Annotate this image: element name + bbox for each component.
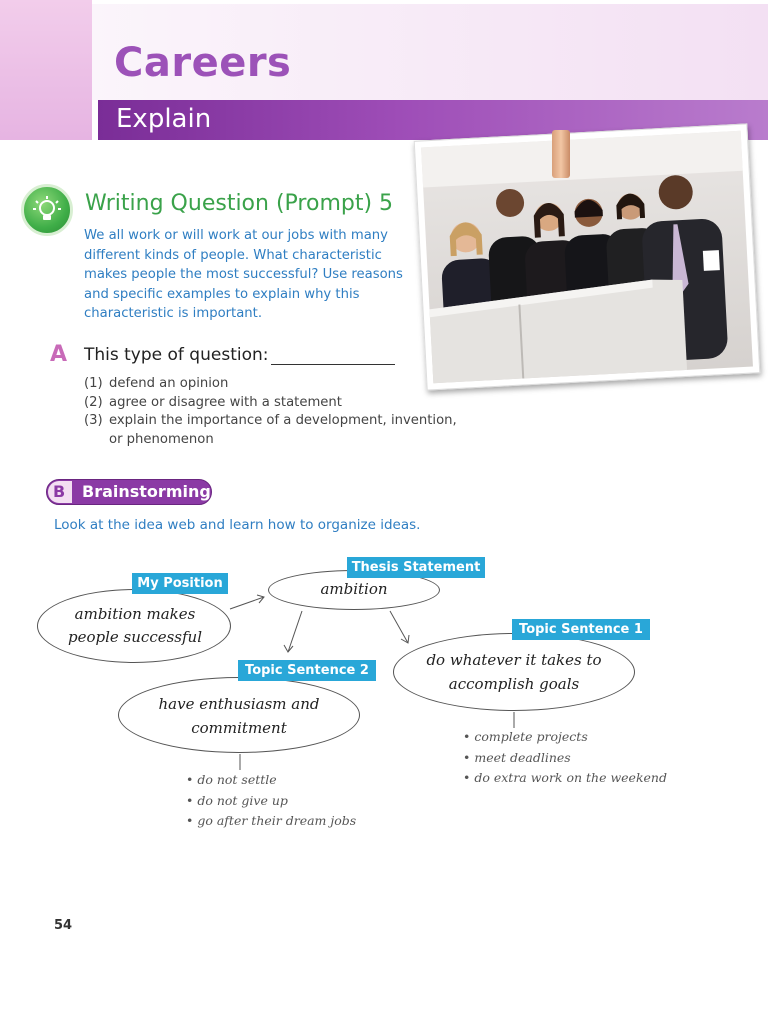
page-number: 54: [54, 918, 73, 933]
detail-item: • meet deadlines: [463, 749, 571, 765]
my-position-line: ambition makes: [74, 605, 196, 623]
prompt-line: different kinds of people. What characteristic: [84, 247, 382, 263]
topic1-label: Topic Sentence 1: [512, 619, 650, 640]
option-text: defend an opinion: [109, 376, 229, 391]
topic2-details: [186, 770, 406, 832]
topic2-label: Topic Sentence 2: [238, 660, 376, 681]
prompt-line: and specific examples to explain why this: [84, 286, 360, 302]
my-position-text: [50, 603, 220, 649]
page-title: Careers: [114, 40, 292, 86]
detail-item: • do not give up: [186, 792, 288, 808]
section-b-letter: B: [53, 482, 66, 501]
topic2-line: commitment: [191, 719, 287, 737]
topic1-text: [398, 648, 630, 696]
section-a-question: This type of question:: [84, 345, 269, 365]
prompt-line: characteristic is important.: [84, 306, 263, 321]
topic1-details: [463, 727, 743, 789]
option-text: explain the importance of a development, invention,: [109, 413, 457, 429]
topic1-line: do whatever it takes to: [426, 651, 602, 669]
topic2-line: have enthusiasm and: [158, 695, 320, 713]
option-text: or phenomenon: [109, 431, 214, 447]
my-position-line: people successful: [68, 628, 202, 646]
option-number: (2): [84, 394, 103, 410]
detail-item: • go after their dream jobs: [186, 813, 357, 828]
my-position-label: My Position: [132, 573, 228, 594]
arrow-thesis-to-topic1: [390, 611, 408, 643]
thesis-label: Thesis Statement: [347, 557, 485, 578]
section-a-letter: A: [50, 342, 68, 367]
writing-question-title: Writing Question (Prompt) 5: [85, 191, 394, 216]
prompt-line: We all work or will work at our jobs with many: [84, 228, 388, 243]
section-b-instruction: Look at the idea web and learn how to organize ideas.: [54, 517, 421, 533]
arrow-thesis-to-topic2: [288, 611, 302, 652]
topic1-line: accomplish goals: [448, 675, 580, 693]
option-number: (1): [84, 376, 103, 391]
subtitle-text: Explain: [116, 104, 212, 134]
thesis-text: ambition: [320, 580, 388, 598]
detail-item: • do not settle: [186, 772, 277, 787]
arrow-position-to-thesis: [230, 597, 264, 609]
prompt-line: makes people the most successful? Use reasons: [84, 267, 403, 282]
section-b-title: Brainstorming: [82, 482, 211, 501]
option-number: (3): [84, 413, 103, 429]
detail-item: • complete projects: [463, 729, 588, 744]
option-text: agree or disagree with a statement: [109, 394, 342, 410]
detail-item: • do extra work on the weekend: [463, 770, 667, 785]
topic2-text: [123, 692, 355, 740]
